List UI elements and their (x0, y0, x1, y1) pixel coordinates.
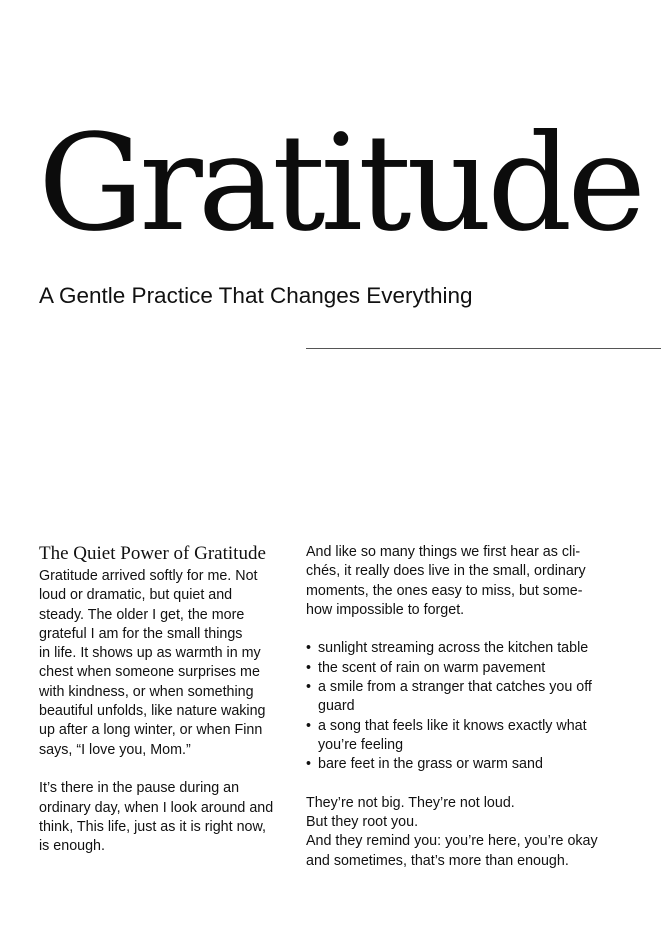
list-item-text: • bare feet in the grass or warm sand (318, 756, 543, 773)
text-line: how impossible to forget. (306, 601, 465, 618)
paragraph-gap (39, 760, 291, 779)
list-item-text: • the scent of rain on warm pavement (318, 659, 546, 676)
text-line: loud or dramatic, but quiet and (39, 587, 233, 604)
list-item (306, 639, 636, 658)
text-line: It’s there in the pause during an (39, 780, 240, 797)
divider-rule (306, 348, 661, 349)
list-item-text: you’re feeling (318, 736, 404, 753)
closing-paragraph (306, 794, 636, 871)
text-line: and sometimes, that’s more than enough. (306, 852, 569, 869)
text-line: think, This life, just as it is right now, (39, 818, 266, 835)
section-heading: The Quiet Power of Gratitude (39, 543, 266, 564)
text-line: is enough. (39, 838, 105, 855)
text-line: And like so many things we first hear as cli- (306, 544, 581, 560)
paragraph-gap (306, 620, 636, 639)
text-line: in life. It shows up as warmth in my (39, 645, 261, 662)
text-line: chest when someone surprises me (39, 664, 260, 681)
list-item-text: • sunlight streaming across the kitchen table (318, 640, 589, 657)
text-line: beautiful unfolds, like nature waking (39, 703, 266, 720)
right-column (306, 543, 636, 871)
list-item-text: • a song that feels like it knows exactly what (318, 717, 587, 734)
list-item (306, 755, 636, 774)
paragraph-gap (306, 775, 636, 794)
text-line: And they remind you: you’re here, you’re okay (306, 833, 598, 850)
text-line: They’re not big. They’re not loud. (306, 794, 515, 811)
text-line: says, “I love you, Mom.” (39, 741, 191, 758)
list-item-text: guard (318, 698, 355, 715)
intro-paragraph (39, 567, 291, 760)
text-line: chés, it really does live in the small, ordinary (306, 563, 586, 580)
text-line: up after a long winter, or when Finn (39, 722, 263, 739)
text-line: with kindness, or when something (39, 683, 254, 700)
list-item (306, 678, 636, 717)
pause-paragraph (39, 779, 291, 856)
list-item (306, 659, 636, 678)
text-line: But they root you. (306, 814, 419, 831)
text-line: grateful I am for the small things (39, 625, 243, 642)
page-subtitle: A Gentle Practice That Changes Everything (39, 283, 473, 308)
text-line: Gratitude arrived softly for me. Not (39, 568, 258, 584)
cliches-paragraph (306, 543, 636, 620)
text-line: steady. The older I get, the more (39, 606, 245, 623)
gratitude-list (306, 639, 636, 774)
list-item (306, 717, 636, 756)
page-title: Gratitude (38, 107, 642, 261)
left-column (39, 543, 291, 856)
list-item-text: • a smile from a stranger that catches you off (318, 679, 592, 696)
text-line: ordinary day, when I look around and (39, 799, 274, 816)
text-line: moments, the ones easy to miss, but some- (306, 582, 583, 599)
